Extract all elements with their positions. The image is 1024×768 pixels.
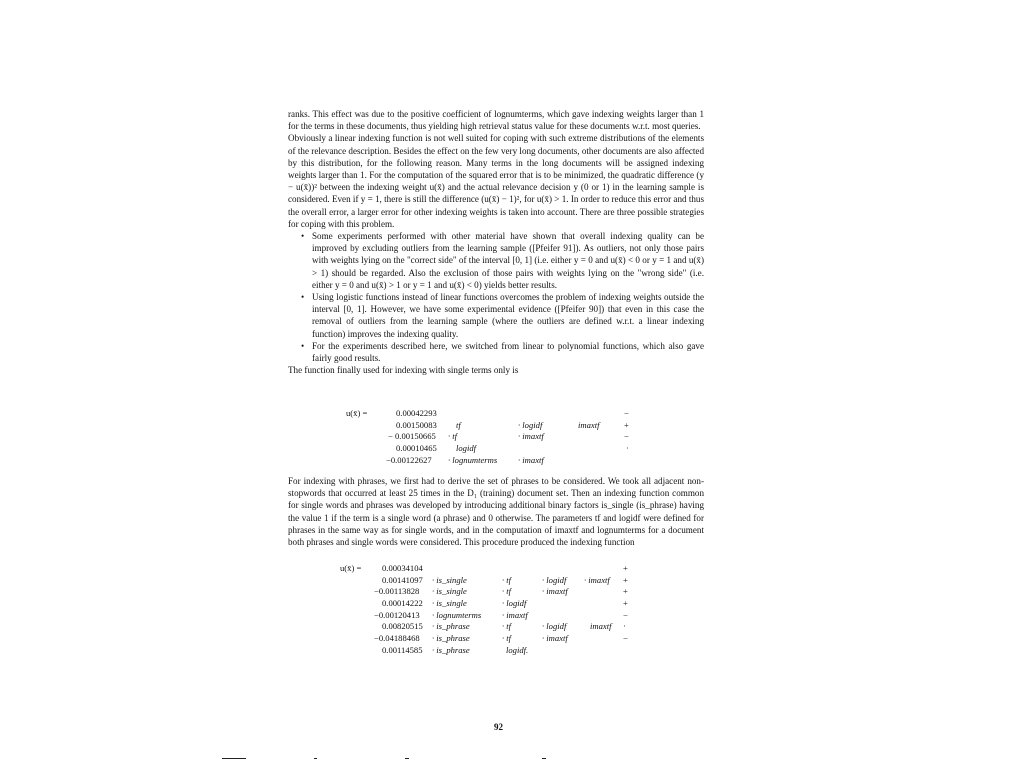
paragraph-4: For indexing with phrases, we first had to derive the set of phrases to be considered. We took all adjacent non-stopwords that occurred at least 25 times in the D₁ (training) document set. Then an indexing function common for single words and phrases was developed by introducing additional binary factors is_single (is_phrase) having the value 1 if the term is a single word (a phrase) and 0 otherwise. The parameters tf and logidf were defined for phrases in the same way as for single words, and in the computation of imaxtf and lognumterms for a document both phrases and single words were considered. This procedure produced the indexing function bbox=[288, 476, 704, 548]
scan-artifact-dash bbox=[405, 758, 409, 759]
operator: − bbox=[623, 609, 628, 620]
operator: + bbox=[623, 574, 628, 585]
factor: · is_phrase bbox=[432, 644, 470, 655]
operator: − bbox=[624, 408, 629, 418]
operator: + bbox=[623, 598, 628, 609]
factor: · is_single bbox=[432, 574, 467, 585]
factor: · tf bbox=[448, 431, 458, 442]
factor: · tf bbox=[502, 633, 512, 644]
equation-lhs: u(x̄) = bbox=[340, 563, 362, 573]
factor: · tf bbox=[502, 586, 512, 597]
strategy-list bbox=[288, 230, 704, 364]
coefficient: −0.04188468 bbox=[374, 633, 420, 644]
equation-lhs: u(x̄) = bbox=[346, 408, 368, 418]
factor: · imaxtf bbox=[584, 574, 610, 585]
paragraph-3: The function finally used for indexing with single terms only is bbox=[288, 365, 519, 376]
operator: + bbox=[623, 563, 628, 573]
scan-artifact-dash bbox=[542, 758, 546, 759]
list-item: • Some experiments performed with other material have shown that overall indexing quality can be improved by excluding outliers from the learning sample ([Pfeifer 91]). As outliers, not only those pairs with weights lying on the "correct side" of the interval [0, 1] (i.e. either y = 0 and u(x̄) < 0 or y = 1 and u(x̄) > 1) should be regarded. Also the exclusion of those pairs with weights lying on the "wrong side" (i.e. either y = 0 and u(x̄) > 1 or y = 1 and u(x̄) < 0) yields better results. bbox=[312, 230, 704, 291]
factor: · lognumterms bbox=[432, 609, 482, 620]
coefficient: 0.00034104 bbox=[382, 563, 423, 573]
factor: · logidf bbox=[518, 419, 543, 430]
equation-row bbox=[340, 621, 640, 633]
list-item: • Using logistic functions instead of linear functions overcomes the problem of indexing weights outside the interval [0, 1]. However, we have some experimental evidence ([Pfeifer 90]) that even in this case the removal of outliers from the learning sample (where the outliers are defined w.r.t. a linear indexing function) improves the indexing quality. bbox=[312, 291, 704, 340]
factor: · imaxtf bbox=[502, 609, 528, 620]
coefficient: 0.00114585 bbox=[382, 644, 423, 655]
coefficient: 0.00014222 bbox=[382, 598, 423, 609]
factor: logidf bbox=[456, 443, 477, 454]
coefficient: 0.00010465 bbox=[396, 443, 437, 454]
equation-row bbox=[346, 431, 636, 443]
factor: tf bbox=[456, 419, 461, 430]
factor: imaxtf bbox=[590, 621, 612, 632]
paper-page-continued bbox=[288, 475, 704, 548]
coefficient: 0.00042293 bbox=[396, 408, 437, 418]
coefficient: − 0.00150665 bbox=[388, 431, 436, 442]
equation-row bbox=[340, 586, 640, 598]
scan-artifact-dash bbox=[314, 758, 317, 759]
equation-single-terms bbox=[346, 408, 636, 466]
equation-row bbox=[346, 408, 636, 420]
equation-row bbox=[340, 563, 640, 575]
factor: · tf bbox=[502, 574, 512, 585]
operator: + bbox=[623, 586, 628, 597]
scan-artifact-line bbox=[222, 758, 246, 759]
equation-row bbox=[340, 575, 640, 587]
factor: logidf. bbox=[506, 644, 529, 655]
equation-row bbox=[346, 443, 636, 455]
list-item: • For the experiments described here, we switched from linear to polynomial functions, which also gave fairly good results. bbox=[312, 340, 704, 364]
coefficient: −0.00120413 bbox=[374, 609, 420, 620]
factor: · is_phrase bbox=[432, 621, 470, 632]
operator: · bbox=[626, 443, 629, 454]
equation-row bbox=[340, 633, 640, 645]
page-number: 92 bbox=[494, 722, 503, 732]
factor: · lognumterms bbox=[448, 454, 498, 465]
paragraph-2: Obviously a linear indexing function is not well suited for coping with such extreme distributions of the elements of the relevance description. Besides the effect on the few very long documents, other documents are also affected by this distribution, for the following reason. Many terms in the long documents will be assigned indexing weights larger than 1. For the computation of the squared error that is to be minimized, the quadratic difference (y − u(x̄))² between the indexing weight u(x̄) and the actual relevance decision y (0 or 1) in the learning sample is considered. Even if y = 1, there is still the difference (u(x̄) − 1)², for u(x̄) > 1. In order to reduce this error and thus the overall error, a larger error for other indexing weights is taken into account. There are three possible strategies for coping with this problem. bbox=[288, 133, 704, 229]
factor: · logidf bbox=[542, 574, 567, 585]
equation-phrases bbox=[340, 563, 640, 657]
operator: − bbox=[623, 633, 628, 644]
factor: · logidf bbox=[502, 598, 527, 609]
coefficient: −0.00122627 bbox=[386, 454, 432, 465]
factor: · imaxtf bbox=[518, 454, 544, 465]
operator: − bbox=[624, 431, 629, 442]
operator: + bbox=[624, 419, 629, 430]
factor: · logidf bbox=[542, 621, 567, 632]
equation-row bbox=[340, 598, 640, 610]
coefficient: −0.00113828 bbox=[374, 586, 420, 597]
coefficient: 0.00820515 bbox=[382, 621, 423, 632]
paper-page bbox=[288, 108, 704, 376]
equation-row bbox=[340, 645, 640, 657]
factor: · is_single bbox=[432, 586, 467, 597]
coefficient: 0.00141097 bbox=[382, 574, 423, 585]
factor: imaxtf bbox=[578, 419, 600, 430]
operator: · bbox=[623, 621, 626, 632]
factor: · imaxtf bbox=[542, 633, 568, 644]
coefficient: 0.00150083 bbox=[396, 419, 437, 430]
factor: · is_single bbox=[432, 598, 467, 609]
paragraph-1: ranks. This effect was due to the positive coefficient of lognumterms, which gave indexing weights larger than 1 for the terms in these documents, thus yielding high retrieval status value for these documents w.r.t. most queries. bbox=[288, 109, 704, 132]
equation-row bbox=[340, 610, 640, 622]
equation-row bbox=[346, 455, 636, 467]
factor: · tf bbox=[502, 621, 512, 632]
factor: · imaxtf bbox=[518, 431, 544, 442]
factor: · imaxtf bbox=[542, 586, 568, 597]
factor: · is_phrase bbox=[432, 633, 470, 644]
equation-row bbox=[346, 420, 636, 432]
